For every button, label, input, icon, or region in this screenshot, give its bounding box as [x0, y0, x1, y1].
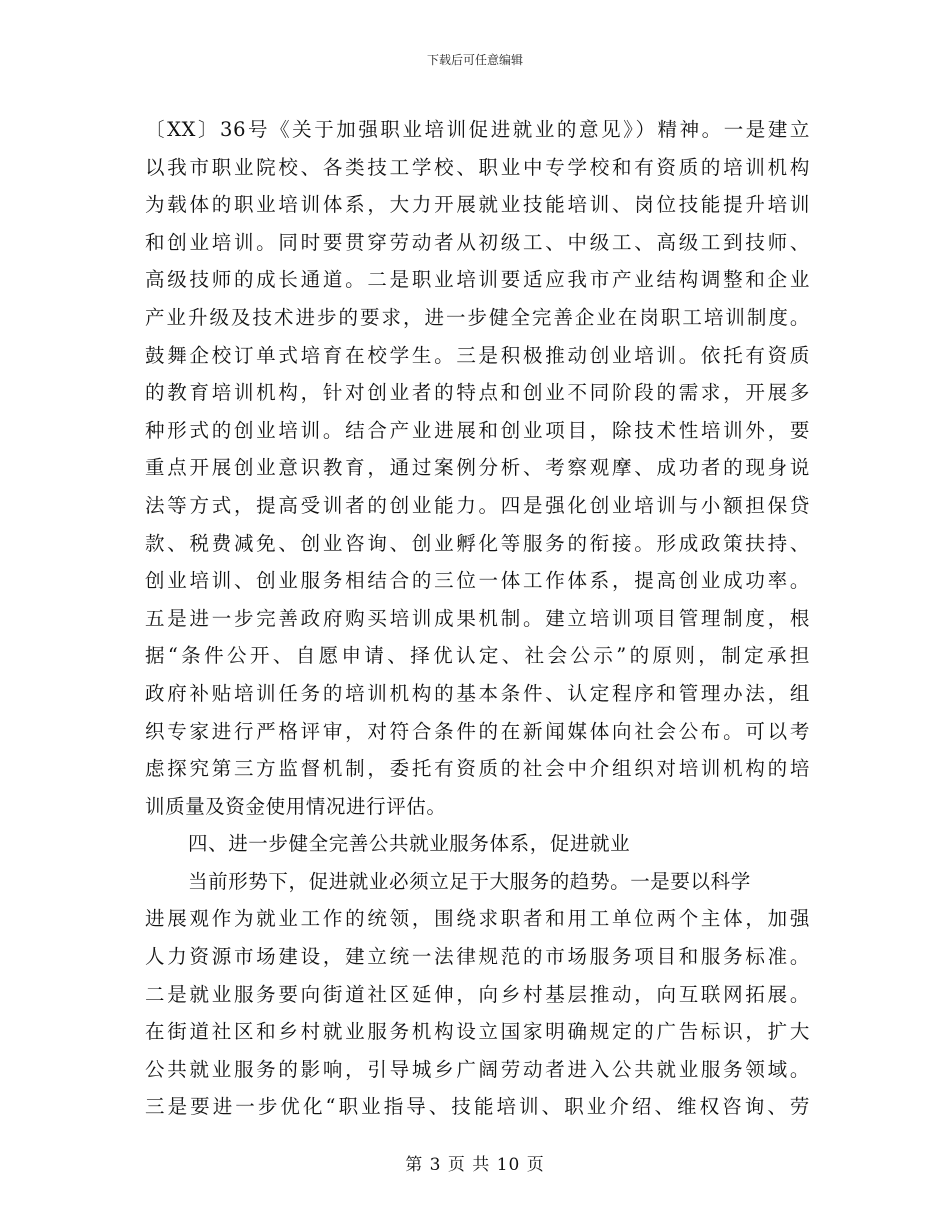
text-line: 款、税费减免、创业咨询、创业孵化等服务的衔接。形成政策扶持、 [145, 531, 810, 555]
text-line: 的教育培训机构，针对创业者的特点和创业不同阶段的需求，开展多 [145, 381, 810, 405]
text-line: 公共就业服务的影响，引导城乡广阔劳动者进入公共就业服务领域。 [145, 1057, 810, 1081]
document-body [145, 111, 810, 1126]
text-line: 法等方式，提高受训者的创业能力。四是强化创业培训与小额担保贷 [145, 493, 810, 517]
text-line: 产业升级及技术进步的要求，进一步健全完善企业在岗职工培训制度。 [145, 305, 810, 329]
text-line: 二是就业服务要向街道社区延伸，向乡村基层推动，向互联网拓展。 [145, 982, 810, 1006]
text-line: 织专家进行严格评审，对符合条件的在新闻媒体向社会公布。可以考 [145, 719, 810, 743]
page-header-note: 下载后可任意编辑 [426, 53, 523, 67]
text-line: 鼓舞企校订单式培育在校学生。三是积极推动创业培训。依托有资质 [145, 343, 810, 367]
text-line: 以我市职业院校、各类技工学校、职业中专学校和有资质的培训机构 [145, 155, 810, 179]
page-number: 第 3 页 共 10 页 [405, 1155, 545, 1175]
text-line: 人力资源市场建设，建立统一法律规范的市场服务项目和服务标准。 [145, 945, 810, 969]
text-line: 和创业培训。同时要贯穿劳动者从初级工、中级工、高级工到技师、 [145, 230, 810, 254]
text-line: 进展观作为就业工作的统领，围绕求职者和用工单位两个主体，加强 [145, 907, 810, 931]
section-heading: 四、进一步健全完善公共就业服务体系，促进就业 [188, 832, 631, 856]
text-line: 〔XX〕36号《关于加强职业培训促进就业的意见》）精神。一是建立 [145, 118, 810, 141]
paragraph-first-line: 当前形势下，促进就业必须立足于大服务的趋势。一是要以科学 [188, 869, 751, 893]
text-line: 重点开展创业意识教育，通过案例分析、考察观摩、成功者的现身说 [145, 456, 810, 480]
text-line: 政府补贴培训任务的培训机构的基本条件、认定程序和管理办法，组 [145, 681, 810, 705]
text-line: 五是进一步完善政府购买培训成果机制。建立培训项目管理制度，根 [145, 606, 810, 630]
text-line: 据“条件公开、自愿申请、择优认定、社会公示”的原则，制定承担 [145, 644, 810, 668]
text-line: 三是要进一步优化“职业指导、技能培训、职业介绍、维权咨询、劳 [145, 1095, 810, 1119]
text-line: 训质量及资金使用情况进行评估。 [145, 794, 447, 818]
text-line: 种形式的创业培训。结合产业进展和创业项目，除技术性培训外，要 [145, 418, 810, 442]
text-line: 虑探究第三方监督机制，委托有资质的社会中介组织对培训机构的培 [145, 757, 810, 781]
text-line: 高级技师的成长通道。二是职业培训要适应我市产业结构调整和企业 [145, 268, 810, 292]
text-line: 为载体的职业培训体系，大力开展就业技能培训、岗位技能提升培训 [145, 193, 810, 217]
text-line: 在街道社区和乡村就业服务机构设立国家明确规定的广告标识，扩大 [145, 1020, 810, 1044]
text-line: 创业培训、创业服务相结合的三位一体工作体系，提高创业成功率。 [145, 569, 810, 593]
